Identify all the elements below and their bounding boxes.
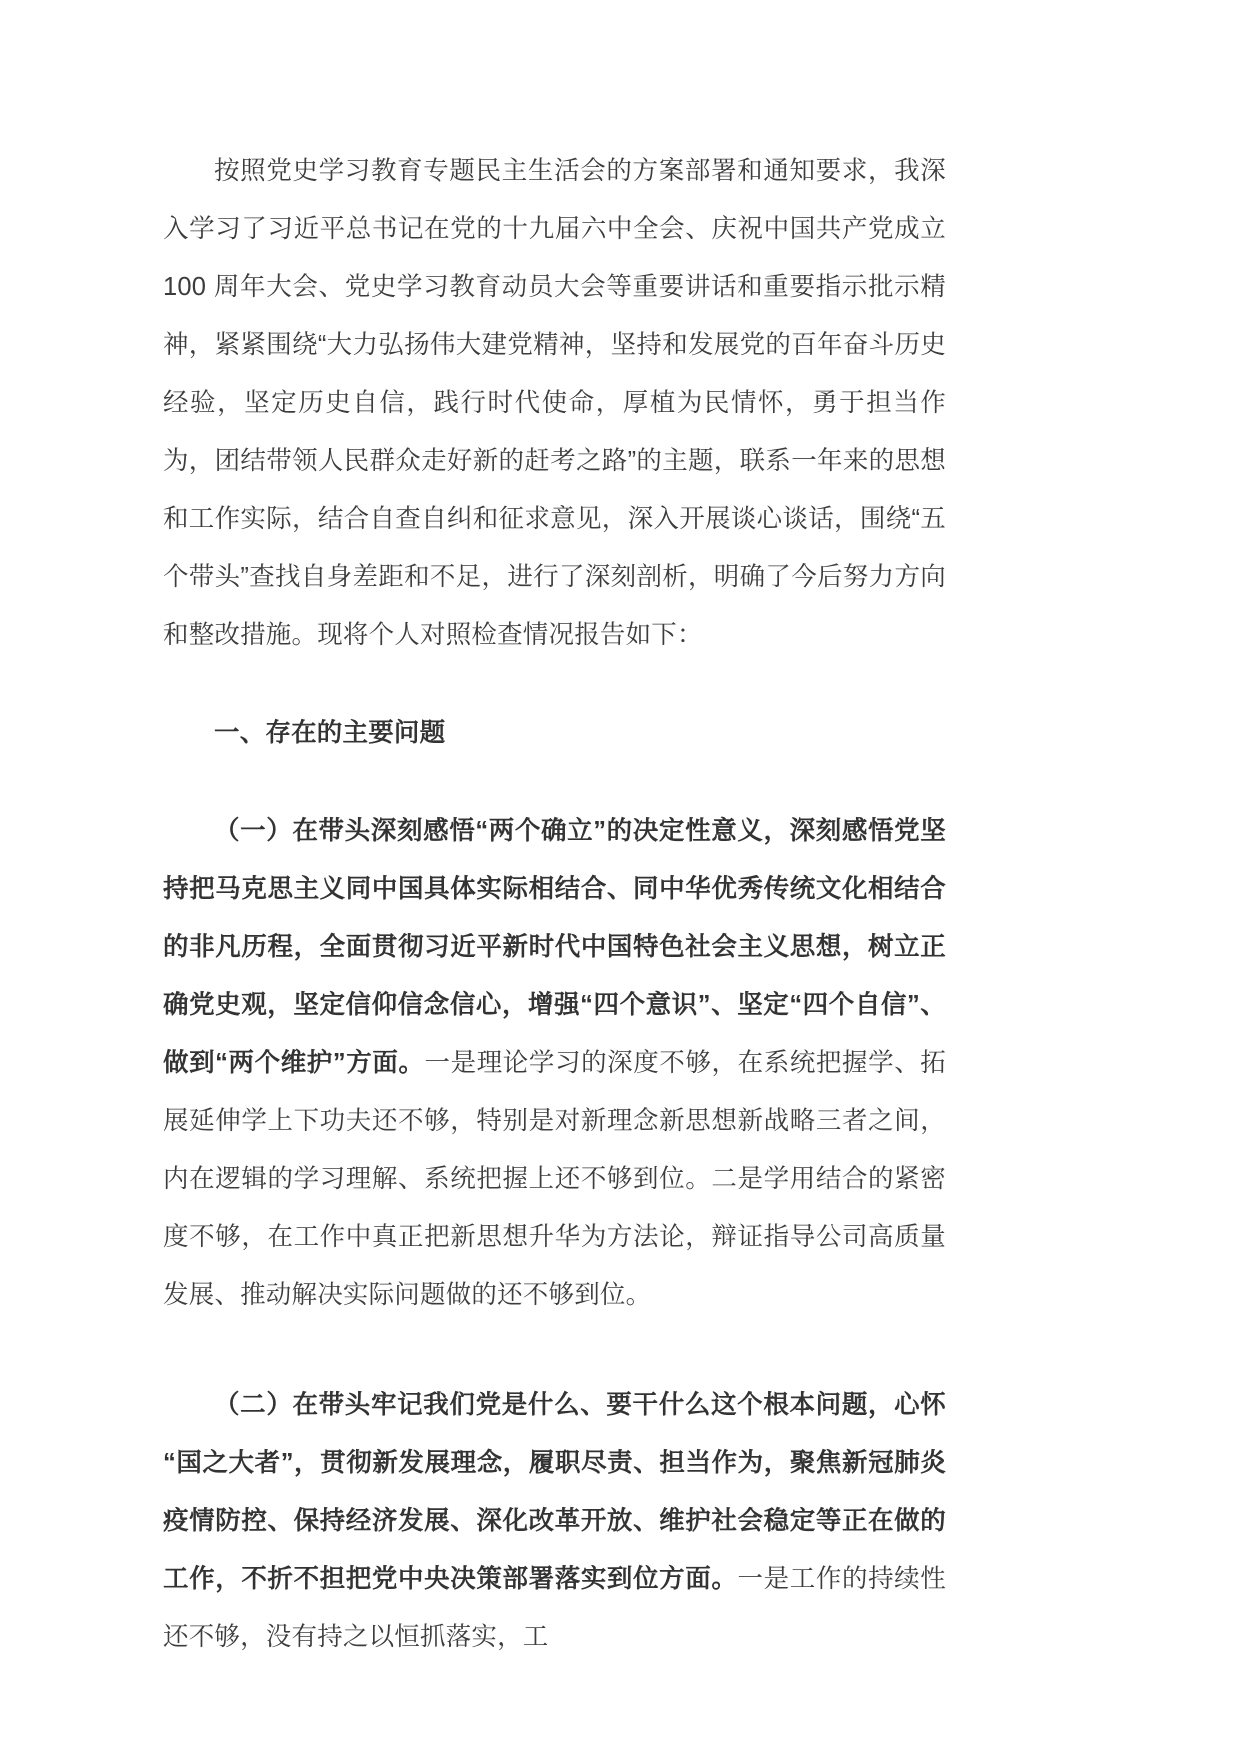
opening-paragraph: 按照党史学习教育专题民主生活会的方案部署和通知要求，我深入学习了习近平总书记在党的十九届六中全会、庆祝中国共产党成立 100 周年大会、党史学习教育动员大会等重要讲话和重要指示批示精神，紧紧围绕“大力弘扬伟大建党精神，坚持和发展党的百年奋斗历史经验，坚定历史自信，践行时代使命，厚植为民情怀，勇于担当作为，团结带领人民群众走好新的赶考之路”的主题，联系一年来的思想和工作实际，结合自查自纠和征求意见，深入开展谈心谈话，围绕“五个带头”查找自身差距和不足，进行了深刻剖析，明确了今后努力方向和整改措施。现将个人对照检查情况报告如下：	[163, 157, 946, 649]
subsection-one-title: （一）在带头深刻感悟“两个确立”的决定性意义，深刻感悟党坚持把马克思主义同中国具体实际相结合、同中华优秀传统文化相结合的非凡历程，全面贯彻习近平新时代中国特色社会主义思想，树立正确党史观，坚定信仰信念信心，增强“四个意识”、坚定“四个自信”、做到“两个维护”方面。	[163, 817, 946, 1077]
section-heading-main-problems: 一、存在的主要问题	[214, 719, 446, 747]
paragraph-spacer	[163, 762, 946, 802]
subsection-two	[163, 1376, 946, 1666]
paragraph-spacer	[163, 664, 946, 704]
subsection-one	[163, 802, 946, 1324]
document-body	[163, 142, 946, 1666]
subsection-two-title: （二）在带头牢记我们党是什么、要干什么这个根本问题，心怀“国之大者”，贯彻新发展理念，履职尽责、担当作为，聚焦新冠肺炎疫情防控、保持经济发展、深化改革开放、维护社会稳定等正在做的工作，不折不担把党中央决策部署落实到位方面。	[163, 1391, 946, 1593]
subsection-two-body: 一是工作的持续性还不够，没有持之以恒抓落实，工	[163, 1565, 946, 1651]
subsection-one-body: 一是理论学习的深度不够，在系统把握学、拓展延伸学上下功夫还不够，特别是对新理念新思想新战略三者之间，内在逻辑的学习理解、系统把握上还不够到位。二是学用结合的紧密度不够，在工作中真正把新思想升华为方法论，辩证指导公司高质量发展、推动解决实际问题做的还不够到位。	[163, 1049, 946, 1309]
paragraph-spacer	[163, 1324, 946, 1376]
